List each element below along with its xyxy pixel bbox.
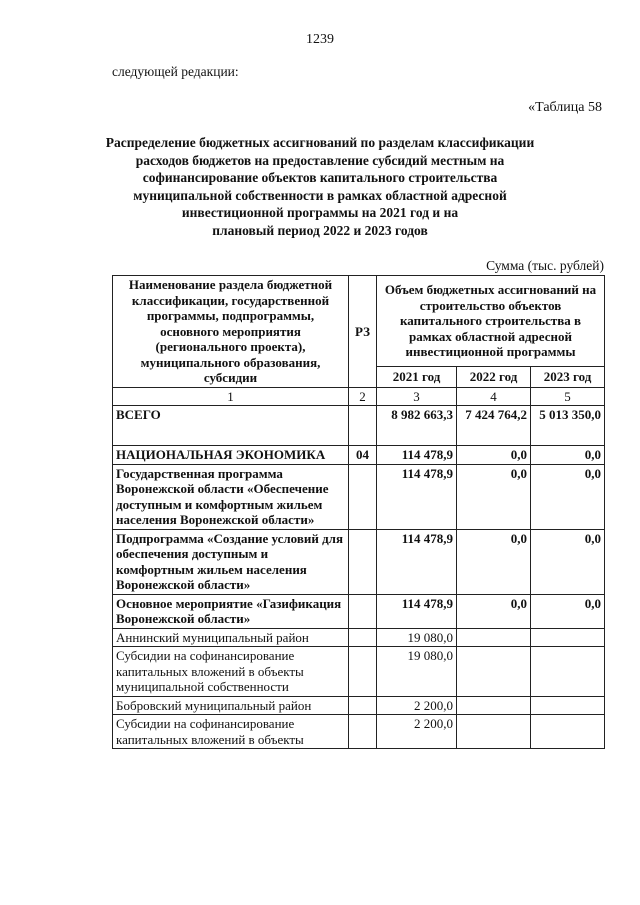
row-rz bbox=[349, 464, 377, 529]
table-row bbox=[113, 446, 605, 465]
budget-table bbox=[112, 275, 605, 749]
title-line: муниципальной собственности в рамках областной адресной bbox=[133, 187, 507, 203]
title-line: инвестиционной программы на 2021 год и на bbox=[181, 205, 459, 221]
row-rz bbox=[349, 406, 377, 446]
row-value-2021: 114 478,9 bbox=[377, 529, 457, 594]
table-row bbox=[113, 696, 605, 715]
row-value-2022: 0,0 bbox=[457, 446, 531, 465]
row-rz: 04 bbox=[349, 446, 377, 465]
row-value-2023: 0,0 bbox=[531, 464, 605, 529]
row-value-2021: 2 200,0 bbox=[377, 696, 457, 715]
row-value-2023: 0,0 bbox=[531, 594, 605, 628]
table-row bbox=[113, 406, 605, 446]
title-line: расходов бюджетов на предоставление субсидий местным на bbox=[135, 152, 505, 168]
row-value-2022: 7 424 764,2 bbox=[457, 406, 531, 446]
row-value-2021: 114 478,9 bbox=[377, 594, 457, 628]
row-value-2021: 2 200,0 bbox=[377, 715, 457, 749]
row-rz bbox=[349, 715, 377, 749]
row-name: Подпрограмма «Создание условий для обеспечения доступным и комфортным жильем населения Воронежской области» bbox=[113, 529, 349, 594]
title-line: плановый период 2022 и 2023 годов bbox=[212, 222, 428, 238]
header-year-2021: 2021 год bbox=[377, 366, 457, 387]
row-value-2023 bbox=[531, 647, 605, 697]
page-number: 1239 bbox=[306, 32, 334, 47]
row-value-2021: 19 080,0 bbox=[377, 628, 457, 647]
header-rz: РЗ bbox=[349, 276, 377, 388]
header-year-2022: 2022 год bbox=[457, 366, 531, 387]
row-value-2023: 0,0 bbox=[531, 446, 605, 465]
row-rz bbox=[349, 628, 377, 647]
row-name: Субсидии на софинансирование капитальных вложений в объекты bbox=[113, 715, 349, 749]
column-number: 1 bbox=[113, 387, 349, 406]
row-name: Аннинский муниципальный район bbox=[113, 628, 349, 647]
column-number: 4 bbox=[457, 387, 531, 406]
row-value-2022 bbox=[457, 647, 531, 697]
row-rz bbox=[349, 594, 377, 628]
row-value-2021: 19 080,0 bbox=[377, 647, 457, 697]
row-value-2021: 114 478,9 bbox=[377, 446, 457, 465]
row-value-2022 bbox=[457, 715, 531, 749]
header-year-2023: 2023 год bbox=[531, 366, 605, 387]
header-section-name: Наименование раздела бюджетной классификации, государственной программы, подпрограммы, основного мероприятия (регионального проекта), муниципального образования, субсидии bbox=[113, 276, 349, 388]
table-row bbox=[113, 529, 605, 594]
title-line: софинансирование объектов капитального строительства bbox=[142, 170, 498, 186]
row-rz bbox=[349, 647, 377, 697]
row-value-2023: 0,0 bbox=[531, 529, 605, 594]
table-row bbox=[113, 628, 605, 647]
table-row bbox=[113, 594, 605, 628]
row-name: Субсидии на софинансирование капитальных вложений в объекты муниципальной собственности bbox=[113, 647, 349, 697]
intro-text: следующей редакции: bbox=[112, 64, 239, 79]
row-value-2022: 0,0 bbox=[457, 464, 531, 529]
column-number: 5 bbox=[531, 387, 605, 406]
row-name: ВСЕГО bbox=[113, 406, 349, 446]
row-rz bbox=[349, 696, 377, 715]
header-allocation-group: Объем бюджетных ассигнований на строительство объектов капитального строительства в рамках областной адресной инвестиционной программы bbox=[377, 276, 605, 367]
row-value-2021: 8 982 663,3 bbox=[377, 406, 457, 446]
row-value-2023 bbox=[531, 715, 605, 749]
table-row bbox=[113, 715, 605, 749]
row-value-2022: 0,0 bbox=[457, 529, 531, 594]
row-rz bbox=[349, 529, 377, 594]
row-name: Государственная программа Воронежской области «Обеспечение доступным и комфортным жильем населения Воронежской области» bbox=[113, 464, 349, 529]
row-name: Основное мероприятие «Газификация Воронежской области» bbox=[113, 594, 349, 628]
row-name: Бобровский муниципальный район bbox=[113, 696, 349, 715]
title-line: Распределение бюджетных ассигнований по разделам классификации bbox=[105, 135, 535, 150]
row-value-2022 bbox=[457, 628, 531, 647]
row-value-2023 bbox=[531, 696, 605, 715]
table-reference: «Таблица 58 bbox=[528, 100, 602, 115]
row-value-2023: 5 013 350,0 bbox=[531, 406, 605, 446]
table-row bbox=[113, 464, 605, 529]
row-value-2022: 0,0 bbox=[457, 594, 531, 628]
row-value-2022 bbox=[457, 696, 531, 715]
units-label: Сумма (тыс. рублей) bbox=[486, 258, 604, 273]
column-number: 3 bbox=[377, 387, 457, 406]
row-value-2021: 114 478,9 bbox=[377, 464, 457, 529]
table-row bbox=[113, 647, 605, 697]
row-name: НАЦИОНАЛЬНАЯ ЭКОНОМИКА bbox=[113, 446, 349, 465]
column-number: 2 bbox=[349, 387, 377, 406]
document-title bbox=[100, 134, 540, 240]
row-value-2023 bbox=[531, 628, 605, 647]
